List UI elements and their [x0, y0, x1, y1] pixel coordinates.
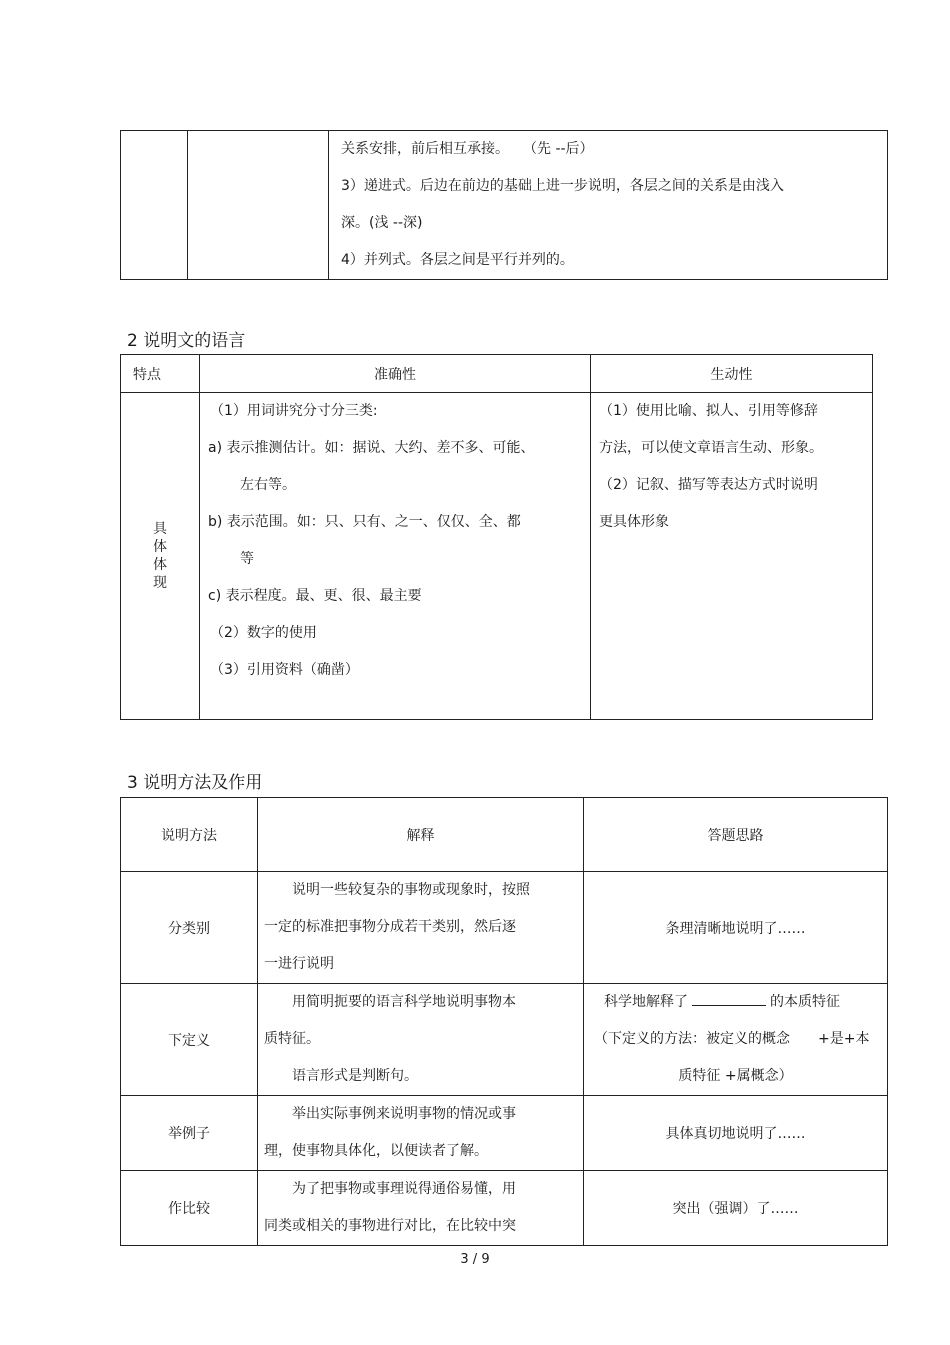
header-explanation: 解释: [258, 798, 584, 872]
table-row: [121, 1171, 888, 1246]
method-name: 举例子: [121, 1096, 258, 1171]
text-line: （1）用词讲究分寸分三类:: [210, 403, 378, 419]
table-row: [121, 1096, 888, 1171]
text-line: b) 表示范围。如：只、只有、之一、仅仅、全、都: [208, 514, 521, 530]
text-line: （2）记叙、描写等表达方式时说明: [599, 477, 818, 493]
explanation-cell: 举出实际事例来说明事物的情况或事 理，使事物具体化，以便读者了解。: [258, 1096, 584, 1171]
explanation-cell: 说明一些较复杂的事物或现象时，按照 一定的标准把事物分成若干类别，然后逐 一进行说明: [258, 872, 584, 984]
header-method: 说明方法: [121, 798, 258, 872]
text-line: c) 表示程度。最、更、很、最主要: [208, 588, 422, 604]
page-number: 3 / 9: [460, 1252, 490, 1267]
methods-table: [120, 797, 888, 1246]
answer-cell: 条理清晰地说明了……: [584, 872, 888, 984]
table-row: [121, 872, 888, 984]
structure-description-cell: [329, 131, 888, 280]
text-line: 关系安排，前后相互承接。 （先 --后）: [341, 141, 594, 157]
method-name: 分类别: [121, 872, 258, 984]
answer-cell: 突出（强调）了……: [584, 1171, 888, 1246]
empty-cell: [188, 131, 329, 280]
text-line: （3）引用资料（确凿）: [210, 662, 359, 678]
header-feature: 特点: [121, 355, 200, 393]
text-line: 左右等。: [240, 477, 296, 493]
header-vividness: 生动性: [591, 355, 873, 393]
answer-cell: 科学地解释了 的本质特征 （下定义的方法：被定义的概念 +是+本 质特征 +属概念）: [584, 984, 888, 1096]
vividness-cell: [591, 393, 873, 720]
header-accuracy: 准确性: [200, 355, 591, 393]
fill-in-blank: [692, 991, 766, 1006]
table-row: [121, 984, 888, 1096]
method-name: 作比较: [121, 1171, 258, 1246]
text-line: （1）使用比喻、拟人、引用等修辞: [599, 403, 818, 419]
row-label-concrete: 具 体 体 现: [121, 393, 200, 720]
text-line: a) 表示推测估计。如：据说、大约、差不多、可能、: [208, 440, 535, 456]
section-title: 2 说明文的语言: [127, 331, 246, 351]
accuracy-cell: [200, 393, 591, 720]
section-title: 3 说明方法及作用: [127, 773, 263, 793]
text-line: 4）并列式。各层之间是平行并列的。: [341, 252, 574, 268]
empty-cell: [121, 131, 188, 280]
method-name: 下定义: [121, 984, 258, 1096]
text-line: 深。(浅 --深): [341, 215, 423, 231]
language-table: [120, 354, 873, 720]
structure-table-continued: [120, 130, 888, 280]
answer-cell: 具体真切地说明了……: [584, 1096, 888, 1171]
text-line: 等: [240, 551, 254, 567]
text-line: 3）递进式。后边在前边的基础上进一步说明，各层之间的关系是由浅入: [341, 178, 784, 194]
text-line: 更具体形象: [599, 514, 669, 530]
text-line: 方法，可以使文章语言生动、形象。: [599, 440, 823, 456]
header-answer: 答题思路: [584, 798, 888, 872]
explanation-cell: 用简明扼要的语言科学地说明事物本 质特征。 语言形式是判断句。: [258, 984, 584, 1096]
explanation-cell: 为了把事物或事理说得通俗易懂，用 同类或相关的事物进行对比，在比较中突: [258, 1171, 584, 1246]
text-line: （2）数字的使用: [210, 625, 317, 641]
